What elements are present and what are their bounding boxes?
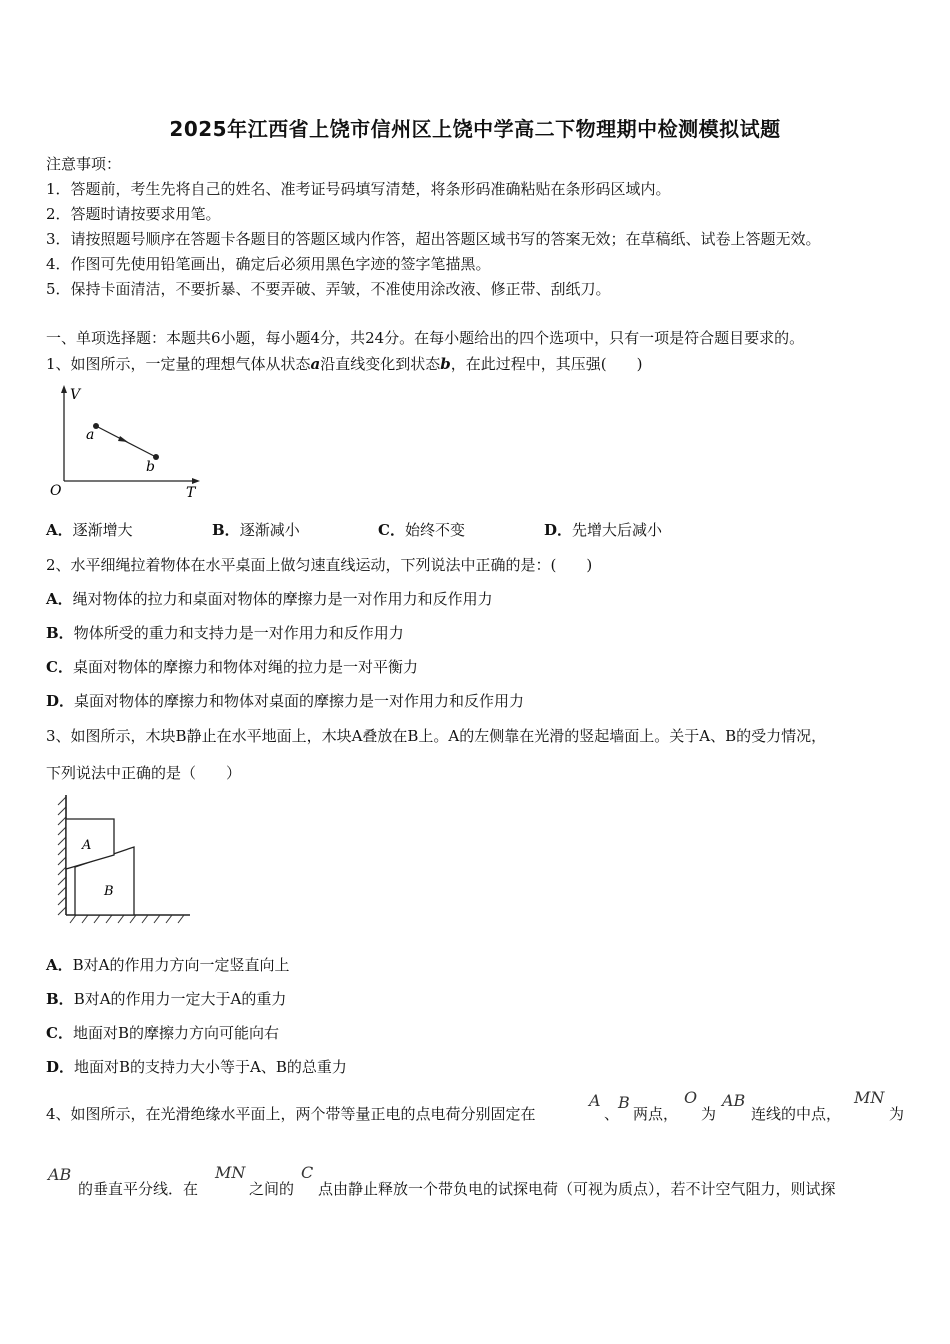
q1-vt-graph [46,383,216,503]
question-1-stem [46,353,643,374]
q1-b-label: b [146,459,155,475]
page-title: 2025年江西省上饶市信州区上饶中学高二下物理期中检测模拟试题 [169,117,781,141]
notice-item-2: 2．答题时请按要求用笔。 [46,205,221,223]
notice-item-4: 4．作图可先使用铅笔画出，确定后必须用黑色字迹的签字笔描黑。 [46,255,491,273]
q2-option-d[interactable]: D．桌面对物体的摩擦力和物体对桌面的摩擦力是一对作用力和反作用力 [46,692,525,710]
q4-line2-symbol-ab: AB [48,1165,72,1184]
q2-option-b[interactable]: B．物体所受的重力和支持力是一对作用力和反作用力 [46,624,404,642]
q4-symbol-o: O [684,1088,698,1107]
notice-item-3: 3．请按照题号顺序在答题卡各题目的答题区域内作答，超出答题区域书写的答案无效；在草稿纸、试卷上答题无效。 [46,230,821,248]
section-heading: 一、单项选择题：本题共6小题，每小题4分，共24分。在每小题给出的四个选项中，只有一项是符合题目要求的。 [46,329,805,347]
q1-origin-label: O [50,483,62,499]
q1-option-d[interactable]: D．先增大后减小 [544,521,663,539]
q4-line1-text1: 4、如图所示，在光滑绝缘水平面上，两个带等量正电的点电荷分别固定在 [46,1105,536,1123]
q2-option-a[interactable]: A．绳对物体的拉力和桌面对物体的摩擦力是一对作用力和反作用力 [46,590,493,608]
q1-stem-mid: 沿直线变化到状态 [320,355,441,373]
q3-ground-hatch [70,915,184,923]
question-3-stem-line1: 3、如图所示，木块B静止在水平地面上，木块A叠放在B上。A的左侧靠在光滑的竖起墙面上。关于A、B的受力情况， [46,727,827,745]
q4-symbol-b: B [618,1093,630,1112]
q1-options [46,519,906,540]
q2-option-c[interactable]: C．桌面对物体的摩擦力和物体对绳的拉力是一对平衡力 [46,658,418,676]
q4-symbol-ab: AB [722,1091,746,1110]
q4-symbol-mn: MN [854,1088,885,1107]
q1-option-b[interactable]: B．逐渐减小 [212,521,300,539]
q1-option-c[interactable]: C．始终不变 [378,521,465,539]
notice-item-1: 1．答题前，考生先将自己的姓名、准考证号码填写清楚，将条形码准确粘贴在条形码区域内。 [46,180,671,198]
q4-line1-text2: 、 [604,1105,620,1123]
q3-wall-hatch [58,797,66,915]
q4-line2-text3: 点由静止释放一个带负电的试探电荷（可视为质点），若不计空气阻力，则试探 [318,1180,836,1198]
q1-stem-pre: 1、如图所示，一定量的理想气体从状态 [46,355,311,373]
q1-t-arrow-icon [192,478,200,484]
q3-option-c[interactable]: C．地面对B的摩擦力方向可能向右 [46,1024,279,1042]
q4-line2-symbol-c: C [301,1163,314,1182]
q4-line1-text4: 为 [701,1105,717,1123]
q4-symbol-a: A [589,1091,601,1110]
q3-blocks-figure [50,793,195,928]
q4-line1-text3: 两点， [633,1105,679,1123]
q4-line2-symbol-mn: MN [215,1163,246,1182]
q4-line2-text1: 的垂直平分线．在 [78,1180,199,1198]
question-2-stem: 2、水平细绳拉着物体在水平桌面上做匀速直线运动，下列说法中正确的是：( ) [46,556,593,574]
q3-label-a: A [82,838,92,853]
q1-v-label: V [70,387,81,403]
q1-direction-arrow-icon [118,436,128,442]
q3-option-d[interactable]: D．地面对B的支持力大小等于A、B的总重力 [46,1058,347,1076]
q4-line1-text5: 连线的中点， [751,1105,842,1123]
q3-label-b: B [104,884,114,899]
q3-option-b[interactable]: B．B对A的作用力一定大于A的重力 [46,990,287,1008]
question-3-stem-line2: 下列说法中正确的是（ ） [46,764,242,782]
q4-line1-text6: 为 [889,1105,905,1123]
q1-t-label: T [186,485,196,501]
q1-stem-post: ，在此过程中，其压强( ) [450,355,643,373]
q1-option-a[interactable]: A．逐渐增大 [46,521,133,539]
q1-state-b: b [440,355,451,373]
notice-item-5: 5．保持卡面清洁，不要折暴、不要弄破、弄皱，不准使用涂改液、修正带、刮纸刀。 [46,280,611,298]
q1-state-a: a [310,355,321,373]
q4-line2-text2: 之间的 [249,1180,295,1198]
q1-a-label: a [86,427,95,443]
q1-v-arrow-icon [61,385,67,393]
q3-option-a[interactable]: A．B对A的作用力方向一定竖直向上 [46,956,290,974]
notice-heading: 注意事项： [46,155,122,173]
